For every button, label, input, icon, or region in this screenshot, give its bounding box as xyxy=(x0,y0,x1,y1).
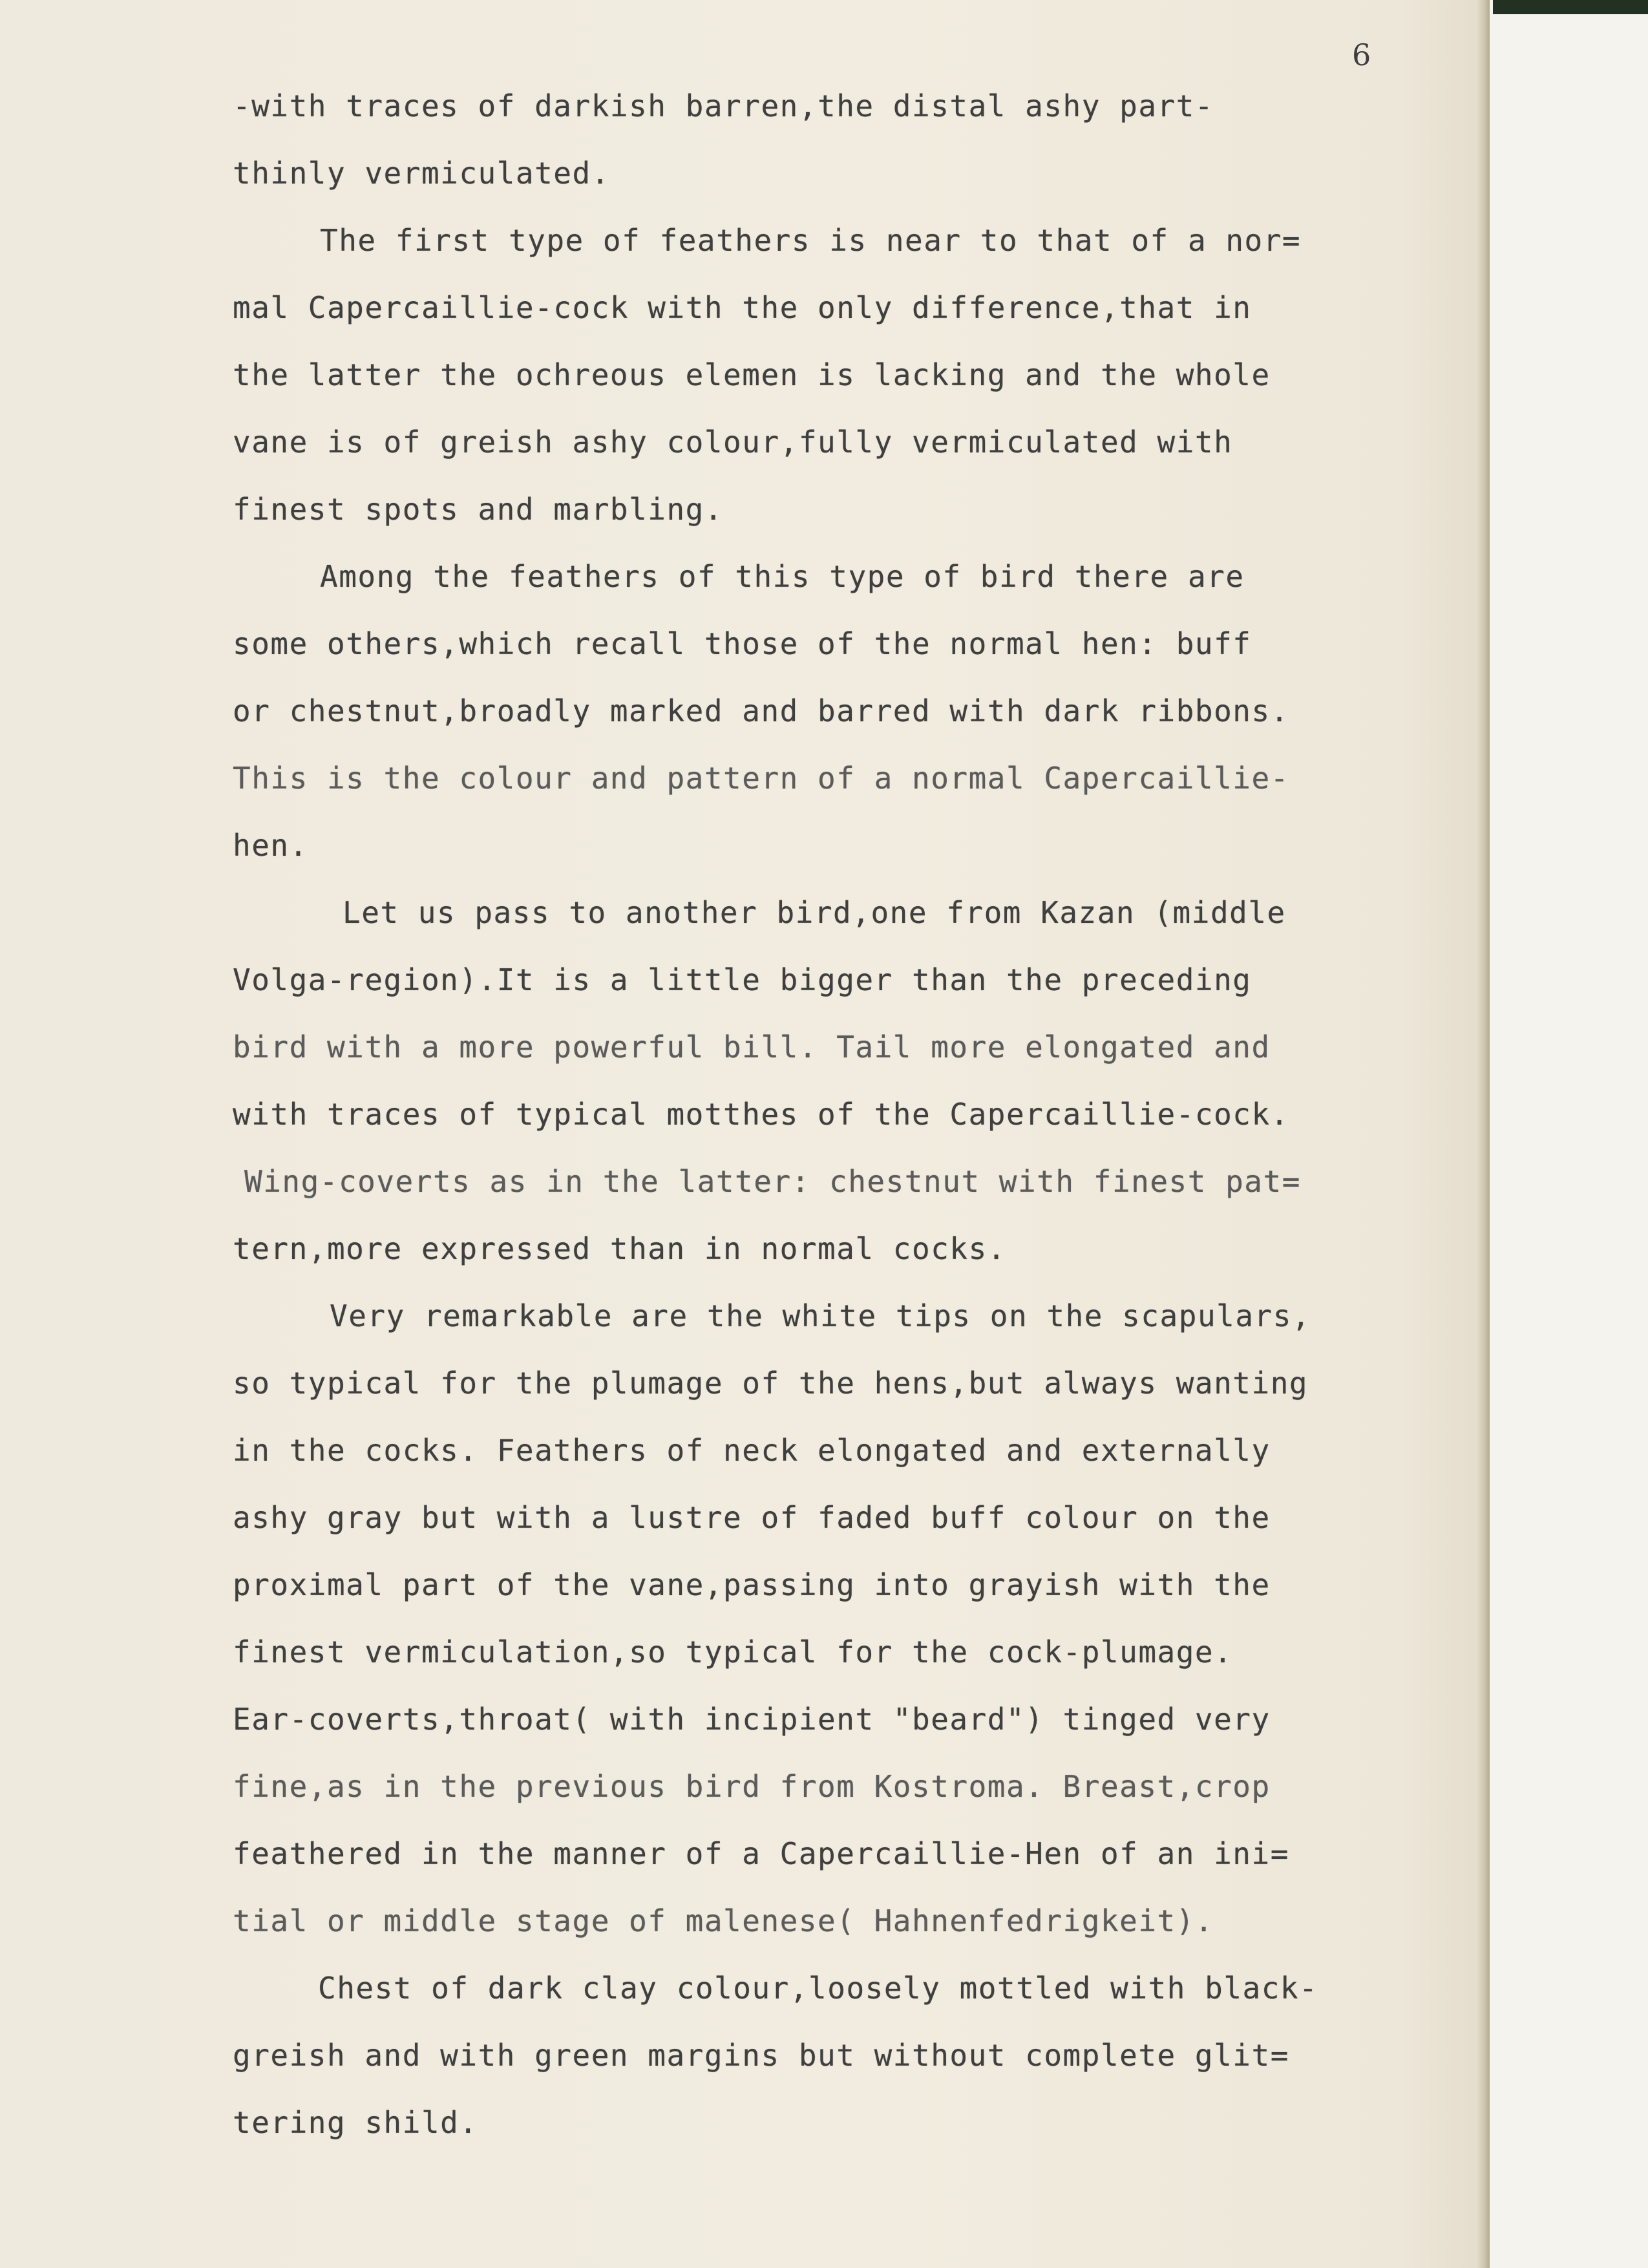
text-line: This is the colour and pattern of a normal Capercaillie- xyxy=(233,761,1289,796)
paragraph-start-line: Chest of dark clay colour,loosely mottled with black- xyxy=(318,1971,1318,2006)
paragraph-start-line: Very remarkable are the white tips on the scapulars, xyxy=(330,1298,1311,1333)
text-line: tern,more expressed than in normal cocks. xyxy=(233,1231,1006,1266)
text-line: tering shild. xyxy=(233,2105,478,2140)
text-line: Volga-region).It is a little bigger than the preceding xyxy=(233,962,1252,997)
text-line: with traces of typical motthes of the Capercaillie-cock. xyxy=(233,1097,1289,1132)
text-line: hen. xyxy=(233,828,308,863)
text-line: some others,which recall those of the normal hen: buff xyxy=(233,626,1252,661)
text-line: ashy gray but with a lustre of faded buff colour on the xyxy=(233,1500,1271,1535)
text-line: proximal part of the vane,passing into grayish with the xyxy=(233,1567,1271,1602)
text-line: -with traces of darkish barren,the distal ashy part- xyxy=(233,89,1214,123)
paragraph-start-line: Let us pass to another bird,one from Kazan (middle xyxy=(343,895,1286,930)
paper-edge xyxy=(1477,0,1490,2268)
text-line: finest spots and marbling. xyxy=(233,492,724,527)
text-line: so typical for the plumage of the hens,but always wanting xyxy=(233,1366,1309,1401)
paragraph-start-line: The first type of feathers is near to that of a nor= xyxy=(320,223,1302,258)
text-line: mal Capercaillie-cock with the only difference,that in xyxy=(233,290,1252,325)
text-line: bird with a more powerful bill. Tail more elongated and xyxy=(233,1030,1271,1065)
text-line: tial or middle stage of malenese( Hahnenfedrigkeit). xyxy=(233,1903,1214,1938)
scan-backdrop xyxy=(1490,0,1648,2268)
scan-corner-mark xyxy=(1493,0,1648,14)
text-line: Ear-coverts,throat( with incipient "beard") tinged very xyxy=(233,1702,1271,1737)
paragraph-start-line: Among the feathers of this type of bird there are xyxy=(320,559,1245,594)
page-number: 6 xyxy=(1352,37,1371,72)
text-line: finest vermiculation,so typical for the cock-plumage. xyxy=(233,1635,1233,1669)
text-line: in the cocks. Feathers of neck elongated and externally xyxy=(233,1433,1271,1468)
text-line: greish and with green margins but without complete glit= xyxy=(233,2038,1289,2073)
text-line: thinly vermiculated. xyxy=(233,156,610,191)
text-line: Wing-coverts as in the latter: chestnut with finest pat= xyxy=(244,1164,1301,1199)
text-line: fine,as in the previous bird from Kostroma. Breast,crop xyxy=(233,1769,1271,1804)
text-line: or chestnut,broadly marked and barred with dark ribbons. xyxy=(233,694,1289,728)
typescript-body xyxy=(233,72,1464,2156)
text-line: feathered in the manner of a Capercaillie-Hen of an ini= xyxy=(233,1836,1289,1871)
text-line: vane is of greish ashy colour,fully vermiculated with xyxy=(233,425,1233,460)
text-line: the latter the ochreous elemen is lacking and the whole xyxy=(233,357,1271,392)
